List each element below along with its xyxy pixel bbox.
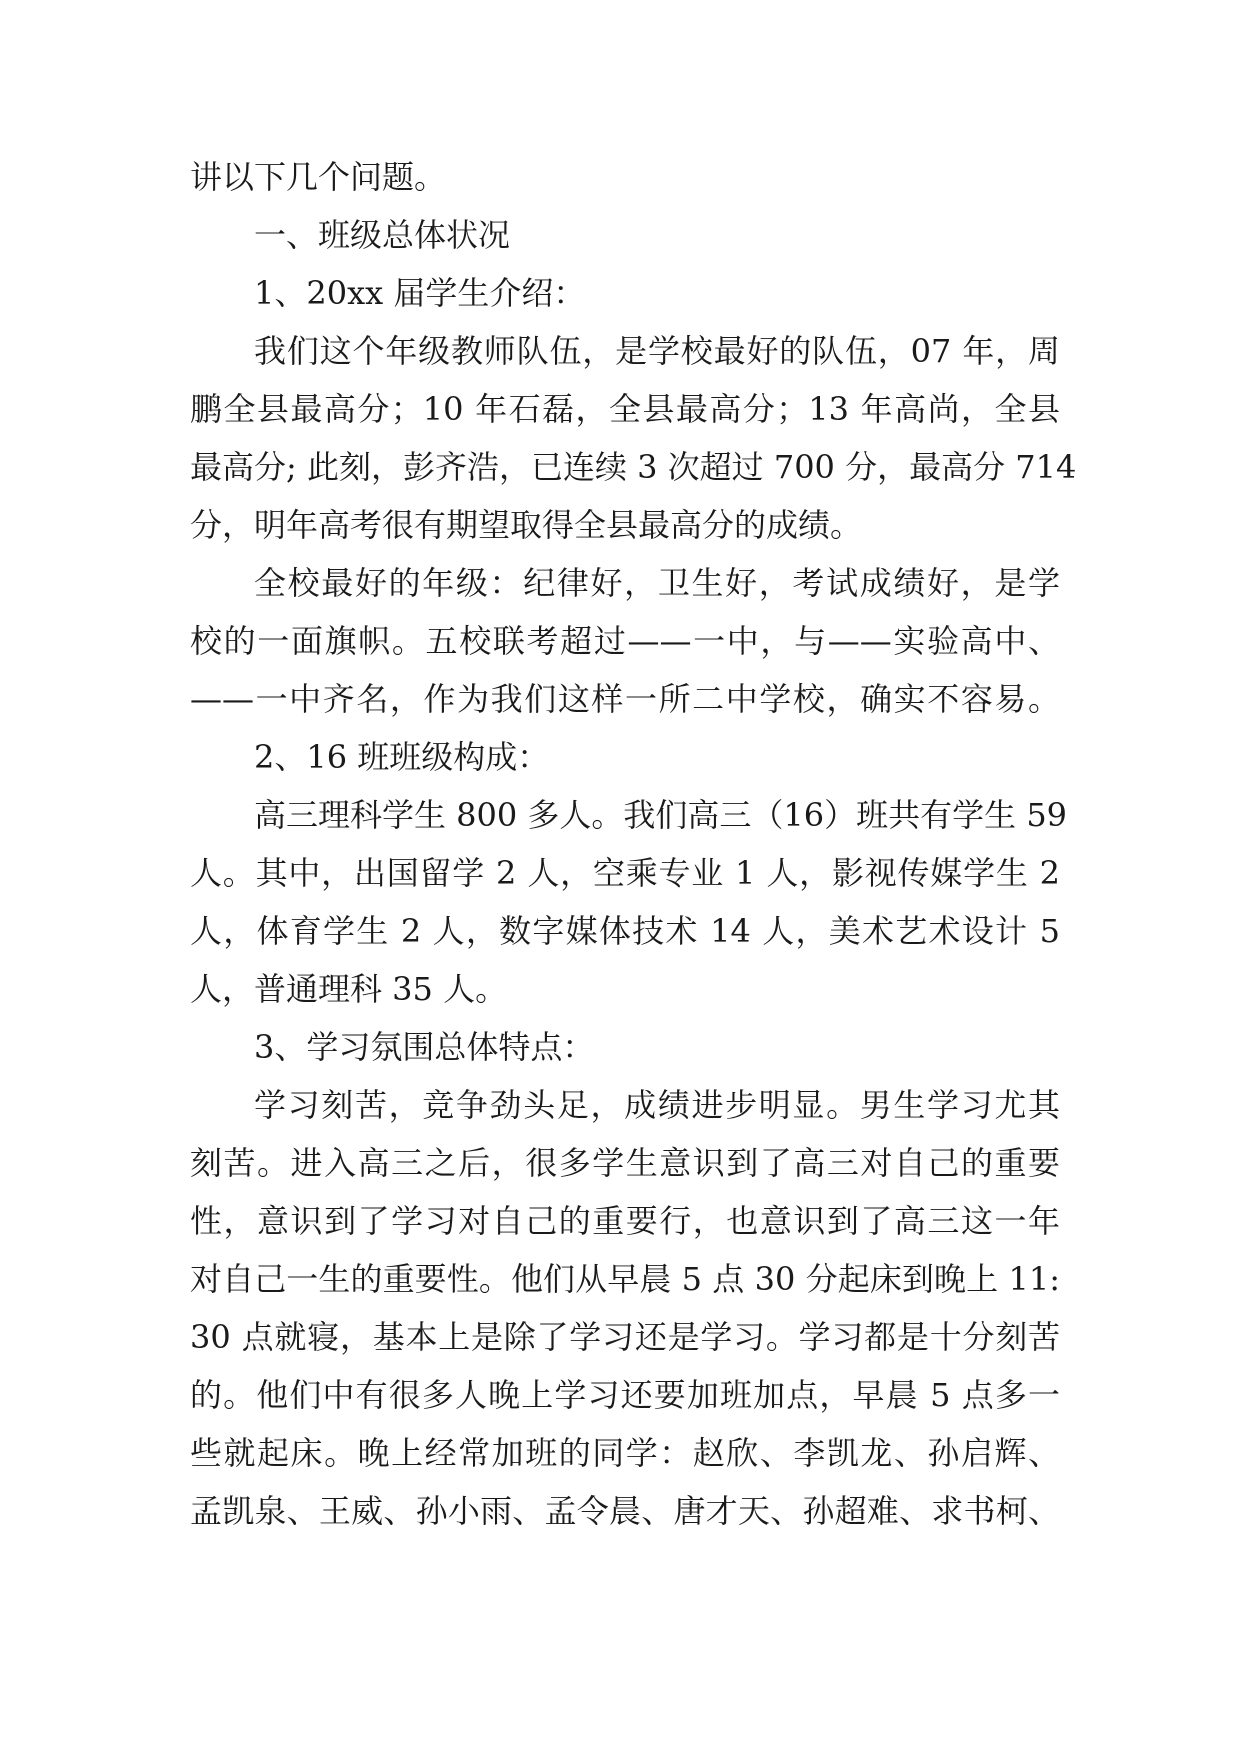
text-line: 学习刻苦，竞争劲头足，成绩进步明显。男生学习尤其 bbox=[254, 1086, 1060, 1124]
text-line: 1、20xx 届学生介绍： bbox=[254, 274, 586, 312]
text-line: 些就起床。晚上经常加班的同学：赵欣、李凯龙、孙启辉、 bbox=[190, 1434, 1060, 1472]
text-line: 人，体育学生 2 人，数字媒体技术 14 人，美术艺术设计 5 bbox=[190, 912, 1060, 950]
text-line: 全校最好的年级：纪律好，卫生好，考试成绩好，是学 bbox=[254, 564, 1060, 602]
text-line: 30 点就寝，基本上是除了学习还是学习。学习都是十分刻苦 bbox=[190, 1318, 1060, 1356]
text-line: 的。他们中有很多人晚上学习还要加班加点，早晨 5 点多一 bbox=[190, 1376, 1060, 1414]
text-line: 性，意识到了学习对自己的重要行，也意识到了高三这一年 bbox=[190, 1202, 1060, 1240]
text-line: 3、学习氛围总体特点： bbox=[254, 1028, 595, 1066]
document-page bbox=[190, 148, 1077, 1540]
text-line: 人。其中，出国留学 2 人，空乘专业 1 人，影视传媒学生 2 bbox=[190, 854, 1060, 892]
text-line: 鹏全县最高分；10 年石磊，全县最高分；13 年高尚，全县 bbox=[190, 390, 1060, 428]
text-line: 高三理科学生 800 多人。我们高三（16）班共有学生 59 bbox=[254, 796, 1068, 834]
text-line: 最高分; 此刻，彭齐浩，已连续 3 次超过 700 分，最高分 714 bbox=[190, 448, 1077, 486]
text-line: 刻苦。进入高三之后，很多学生意识到了高三对自己的重要 bbox=[190, 1144, 1060, 1182]
text-line: 对自己一生的重要性。他们从早晨 5 点 30 分起床到晚上 11: bbox=[190, 1260, 1060, 1298]
text-line: 校的一面旗帜。五校联考超过——一中，与——实验高中、 bbox=[190, 622, 1060, 660]
text-line: ——一中齐名，作为我们这样一所二中学校，确实不容易。 bbox=[190, 680, 1060, 718]
text-line: 我们这个年级教师队伍，是学校最好的队伍，07 年，周 bbox=[254, 332, 1060, 370]
text-line: 一、班级总体状况 bbox=[254, 216, 511, 254]
text-line: 孟凯泉、王威、孙小雨、孟令晨、唐才天、孙超难、求书柯、 bbox=[190, 1492, 1060, 1530]
text-line: 分，明年高考很有期望取得全县最高分的成绩。 bbox=[190, 506, 863, 544]
text-line: 讲以下几个问题。 bbox=[190, 158, 447, 196]
text-line: 2、16 班班级构成： bbox=[254, 738, 550, 776]
text-line: 人，普通理科 35 人。 bbox=[190, 970, 508, 1008]
